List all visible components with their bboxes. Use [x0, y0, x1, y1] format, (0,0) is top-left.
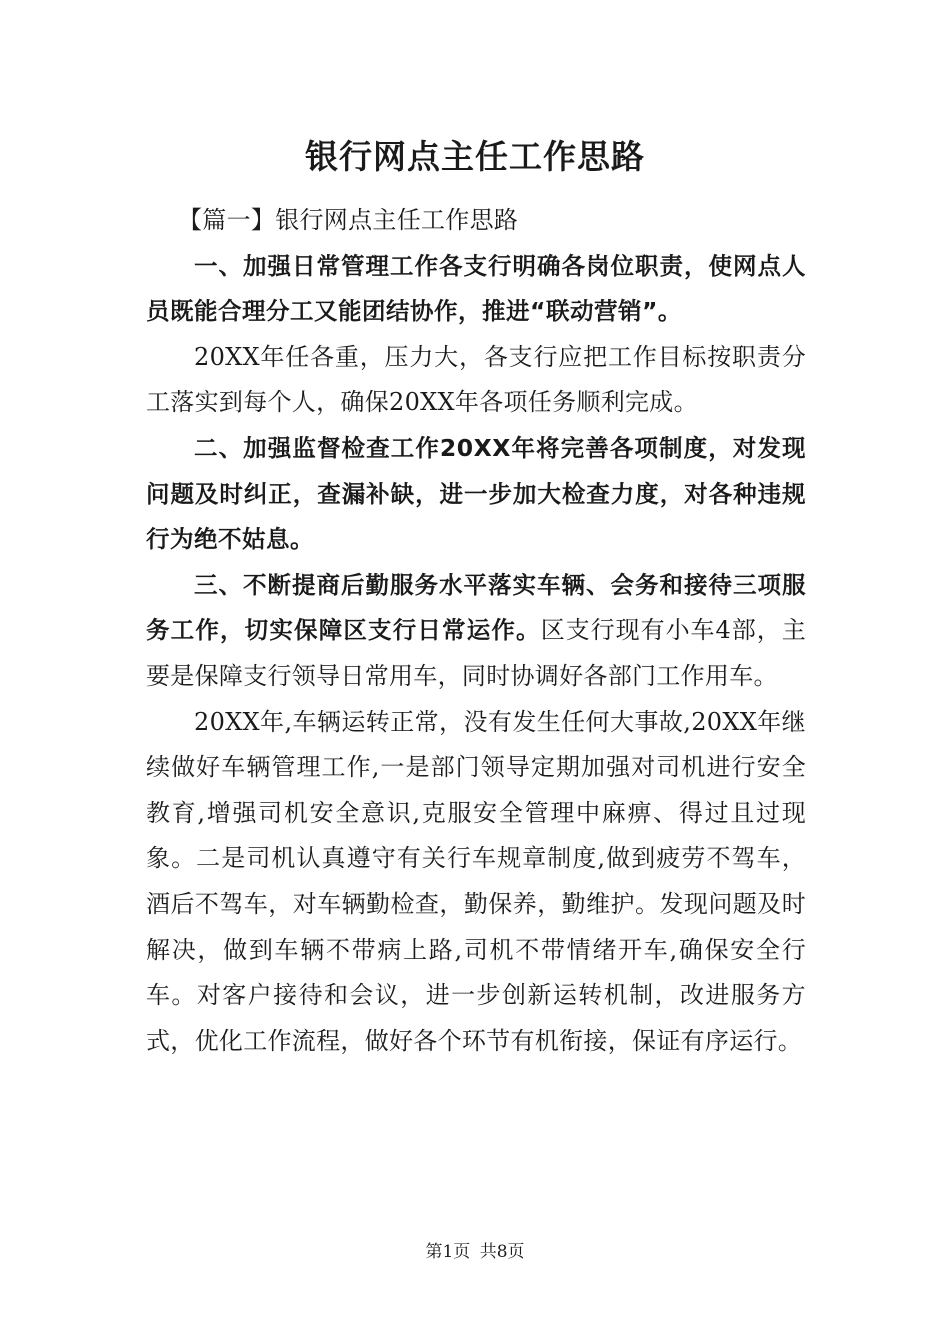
- page-number: 第1页: [425, 1242, 471, 1262]
- paragraph-3: 二、加强监督检查工作20XX年将完善各项制度，对发现问题及时纠正，查漏补缺，进一步加大检查力度，对各种违规行为绝不姑息。: [146, 433, 806, 554]
- paragraph-1: 一、加强日常管理工作各支行明确各岗位职责，使网点人员既能合理分工又能团结协作，推进“联动营销”。: [146, 251, 806, 326]
- page-total: 共8页: [479, 1242, 525, 1262]
- page-footer: [0, 1240, 950, 1264]
- paragraph-5: 20XX年,车辆运转正常，没有发生任何大事故,20XX年继续做好车辆管理工作,一是部门领导定期加强对司机进行安全教育,增强司机安全意识,克服安全管理中麻痹、得过且过现象。二是司机认真遵守有关行车规章制度,做到疲劳不驾车，酒后不驾车，对车辆勤检查，勤保养，勤维护。发现问题及时解决，做到车辆不带病上路,司机不带情绪开车,确保安全行车。对客户接待和会议，进一步创新运转机制，改进服务方式，优化工作流程，做好各个环节有机衔接，保证有序运行。: [146, 707, 806, 1055]
- paragraph-2: 20XX年任各重，压力大，各支行应把工作目标按职责分工落实到每个人，确保20XX年各项任务顺利完成。: [146, 342, 806, 417]
- document-body: [146, 198, 806, 1064]
- document-title: 银行网点主任工作思路: [305, 137, 645, 176]
- section-heading: 【篇一】银行网点主任工作思路: [178, 206, 519, 234]
- paragraph-4-text: 区支行现有小车4部，主要是保障支行领导日常用车，同时协调好各部门工作用车。: [146, 616, 807, 690]
- paragraph-4-bold-lead: 三、不断提商后勤服务水平落实车辆、会务和接待三项服务工作，切实保障区支行日常运作。: [146, 570, 806, 645]
- paragraph-4: [146, 563, 806, 700]
